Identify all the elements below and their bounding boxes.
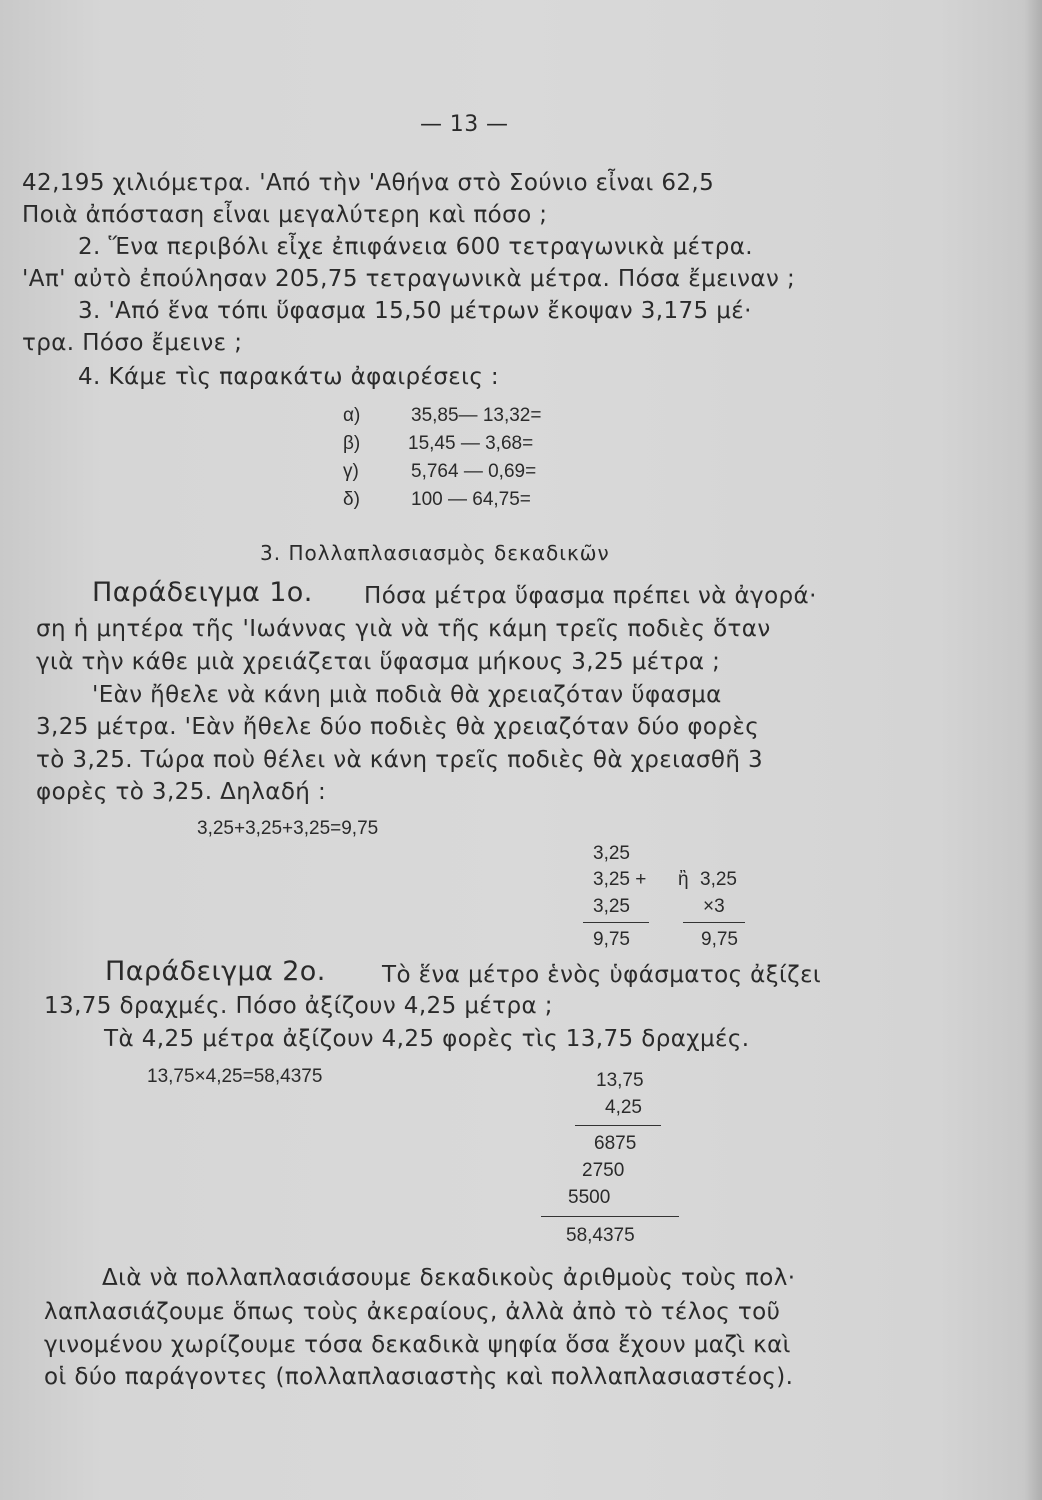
- equation: 13,75×4,25=58,4375: [147, 1066, 323, 1087]
- product-rule: [683, 922, 745, 923]
- multiplier: 4,25: [605, 1097, 642, 1118]
- text-line: 42,195 χιλιόμετρα. 'Από τὴν 'Αθήνα στὸ Σούνιο εἶναι 62,5: [22, 170, 715, 196]
- text-line: φορὲς τὸ 3,25. Δηλαδή :: [36, 779, 327, 805]
- text-line: 3,25 μέτρα. 'Εὰν ἤθελε δύο ποδιὲς θὰ χρειαζόταν δύο φορὲς: [36, 714, 760, 740]
- text-line: τρα. Πόσο ἔμεινε ;: [22, 330, 243, 356]
- equation: 3,25+3,25+3,25=9,75: [197, 818, 379, 839]
- text-line: Τὸ ἕνα μέτρο ἑνὸς ὑφάσματος ἀξίζει: [382, 962, 822, 988]
- text-line: γινομένου χωρίζουμε τόσα δεκαδικὰ ψηφία ὅσα ἔχουν μαζὶ καὶ: [44, 1332, 791, 1358]
- addition-operand: 3,25: [593, 896, 630, 917]
- subtraction-label: α): [343, 405, 361, 426]
- text-line: Τὰ 4,25 μέτρα ἀξίζουν 4,25 φορὲς τὶς 13,75 δραχμές.: [104, 1026, 750, 1052]
- multiplicand: 13,75: [596, 1070, 644, 1091]
- multiplier: ×3: [703, 896, 725, 917]
- page-spine-shadow: [1024, 0, 1042, 1500]
- subtraction-expression: 35,85— 13,32=: [411, 405, 542, 426]
- text-line: 'Εὰν ἤθελε νὰ κάνη μιὰ ποδιὰ θὰ χρειαζόταν ὕφασμα: [92, 682, 722, 708]
- multiplicand: 3,25: [700, 869, 737, 890]
- example2-heading: Παράδειγμα 2ο.: [105, 956, 326, 987]
- text-line: 4. Κάμε τὶς παρακάτω ἀφαιρέσεις :: [78, 364, 500, 390]
- subtraction-expression: 15,45 — 3,68=: [408, 433, 534, 454]
- sum-rule: [583, 922, 649, 923]
- page-number: — 13 —: [420, 112, 509, 137]
- text-line: λαπλασιάζουμε ὅπως τοὺς ἀκεραίους, ἀλλὰ ἀπὸ τὸ τέλος τοῦ: [44, 1299, 781, 1325]
- subtraction-label: β): [343, 433, 361, 454]
- partial-product: 6875: [594, 1133, 637, 1154]
- addition-result: 9,75: [593, 929, 630, 950]
- text-line: 'Απ' αὐτὸ ἐπούλησαν 205,75 τετραγωνικὰ μέτρα. Πόσα ἔμειναν ;: [22, 266, 796, 292]
- text-line: 3. 'Από ἕνα τόπι ὕφασμα 15,50 μέτρων ἔκοψαν 3,175 μέ·: [78, 298, 752, 324]
- subtraction-label: δ): [343, 489, 360, 510]
- text-line: Ποιὰ ἀπόσταση εἶναι μεγαλύτερη καὶ πόσο ;: [22, 202, 548, 228]
- text-line: Διὰ νὰ πολλαπλασιάσουμε δεκαδικοὺς ἀριθμοὺς τοὺς πολ·: [102, 1265, 796, 1291]
- text-line: γιὰ τὴν κάθε μιὰ χρειάζεται ὕφασμα μήκους 3,25 μέτρα ;: [36, 649, 721, 675]
- product-result: 58,4375: [566, 1225, 635, 1246]
- text-line: τὸ 3,25. Τώρα ποὺ θέλει νὰ κάνη τρεῖς ποδιὲς θὰ χρειασθῆ 3: [36, 747, 764, 773]
- example1-heading: Παράδειγμα 1ο.: [92, 577, 313, 608]
- partial-product: 2750: [582, 1160, 625, 1181]
- text-line: οἱ δύο παράγοντες (πολλαπλασιαστὴς καὶ πολλαπλασιαστέος).: [44, 1364, 794, 1390]
- text-line: Πόσα μέτρα ὕφασμα πρέπει νὰ ἀγορά·: [364, 583, 817, 609]
- partial-product: 5500: [568, 1187, 611, 1208]
- multiplier-rule: [575, 1125, 661, 1126]
- subtraction-expression: 100 — 64,75=: [411, 489, 531, 510]
- addition-operand: 3,25: [593, 843, 630, 864]
- text-line: 13,75 δραχμές. Πόσο ἀξίζουν 4,25 μέτρα ;: [44, 993, 553, 1019]
- or-label: ἢ: [678, 869, 689, 890]
- product-result: 9,75: [701, 929, 738, 950]
- section-title: 3. Πολλαπλασιασμὸς δεκαδικῶν: [260, 541, 610, 565]
- addition-operand: 3,25 +: [593, 869, 647, 890]
- text-line: ση ἡ μητέρα τῆς 'Ιωάννας γιὰ νὰ τῆς κάμη τρεῖς ποδιὲς ὅταν: [36, 616, 771, 642]
- text-line: 2. Ἕνα περιβόλι εἶχε ἐπιφάνεια 600 τετραγωνικὰ μέτρα.: [78, 234, 754, 260]
- product-rule: [541, 1216, 679, 1217]
- subtraction-expression: 5,764 — 0,69=: [411, 461, 537, 482]
- subtraction-label: γ): [343, 461, 359, 482]
